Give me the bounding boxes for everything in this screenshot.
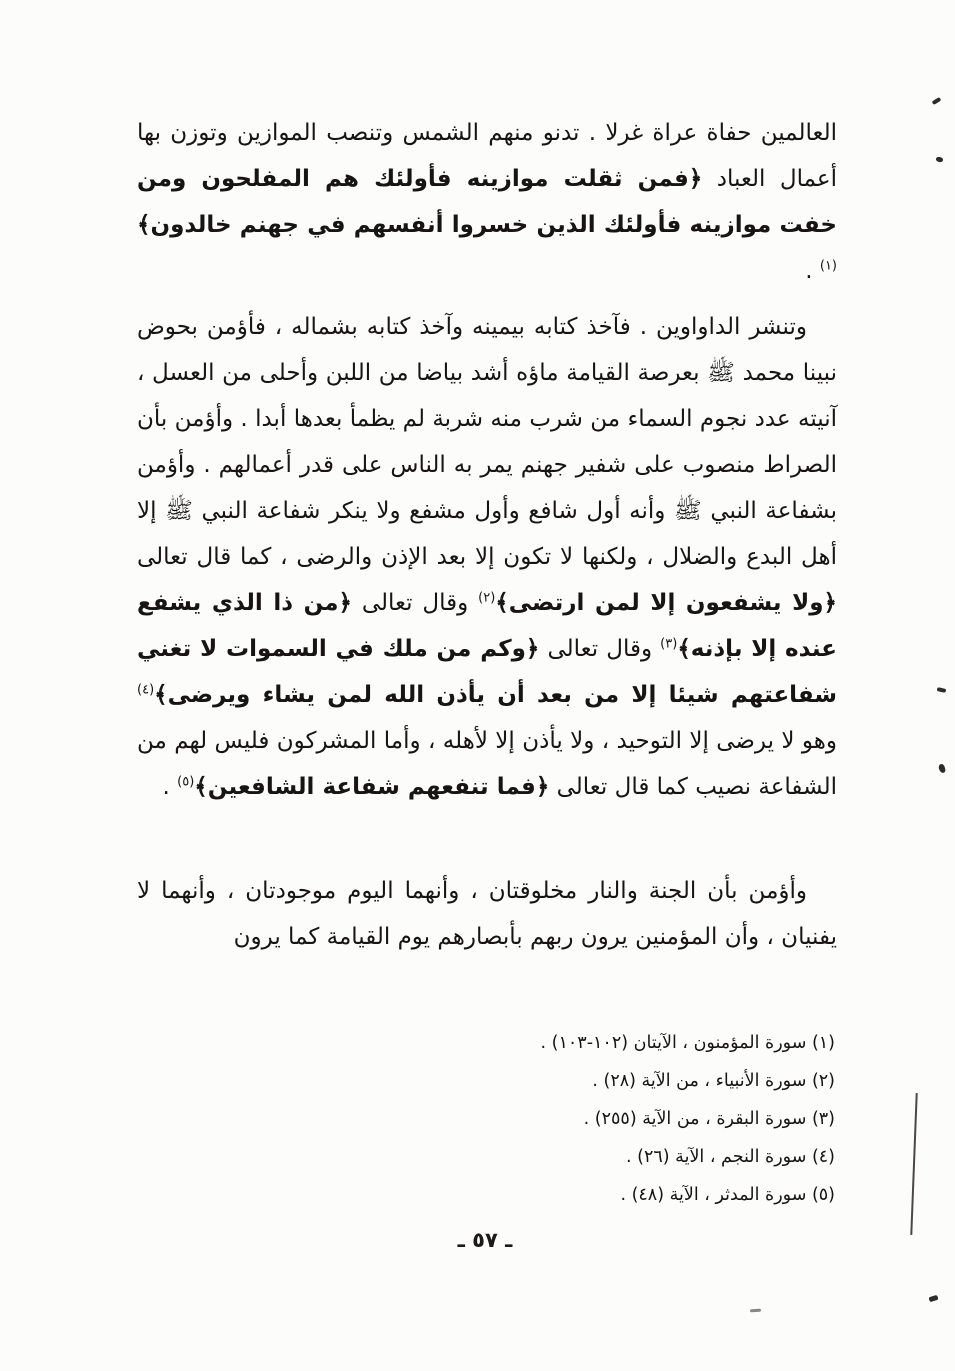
page-number: ـ ٥٧ ـ (457, 1228, 513, 1252)
scan-edge-line (910, 1093, 917, 1235)
text-run: وتنشر الداواوين . فآخذ كتابه بيمينه وآخذ كتابه بشماله ، فأؤمن بحوض نبينا محمد ﷺ بعرصة القيامة ماؤه أشد بياضا من اللبن وأحلى من العسل ، آنيته عدد نجوم السماء من شرب منه شربة لم يظمأ بعدها أبدا . وأؤمن بأن الصراط منصوب على شفير جهنم يمر به الناس على قدر أعمالهم . وأؤمن بشفاعة النبي ﷺ وأنه أول شافع وأول مشفع ولا ينكر شفاعة النبي ﷺ إلا أهل البدع والضلال ، ولكنها لا تكون إلا بعد الإذن والرضى ، كما قال تعالى (137, 314, 837, 570)
quran-quote: ﴿فما تنفعهم شفاعة الشافعين﴾ (194, 774, 550, 800)
footnote-item (135, 1176, 835, 1214)
quran-quote: ﴿وكم من ملك في السموات لا تغني شفاعتهم شيئا إلا من بعد أن يأذن الله لمن يشاء ويرضى﴾ (137, 636, 837, 708)
footnote-marker: (٤) (806, 1147, 835, 1167)
scan-speck-3 (937, 687, 947, 693)
scan-speck-6 (750, 1309, 761, 1313)
text-run: وقال تعالى (539, 636, 661, 662)
scan-speck-5 (928, 1295, 938, 1303)
text-run: العالمين حفاة عراة غرلا . تدنو منهم الشمس وتنصب الموازين وتوزن بها أعمال العباد (137, 120, 838, 192)
footnote-ref: (٢) (478, 590, 496, 606)
footnote-text: سورة المدثر ، الآية (٤٨) . (620, 1185, 807, 1205)
scan-speck-1 (932, 97, 942, 105)
footnote-marker: (١) (806, 1033, 835, 1053)
text-run: وقال تعالى (352, 590, 479, 616)
main-text-column (137, 110, 837, 970)
footnote-ref: (١) (819, 258, 837, 274)
footnote-item (135, 1024, 835, 1062)
footnote-item (135, 1062, 835, 1100)
footnote-marker: (٥) (806, 1185, 835, 1205)
quran-quote: ﴿فمن ثقلت موازينه فأولئك هم المفلحون ومن خفت موازينه فأولئك الذين خسروا أنفسهم في جهنم خالدون﴾ (137, 166, 837, 238)
footnote-ref: (٥) (177, 774, 195, 790)
footnote-text: سورة النجم ، الآية (٢٦) . (626, 1147, 807, 1167)
scan-speck-2 (935, 156, 943, 163)
footnote-ref: (٣) (660, 636, 678, 652)
text-run: . (162, 774, 178, 800)
text-run: وهو لا يرضى إلا التوحيد ، ولا يأذن إلا لأهله ، وأما المشركون فليس لهم من الشفاعة نصيب كما قال تعالى (137, 728, 837, 800)
footnote-text: سورة المؤمنون ، الآيتان (١٠٢-١٠٣) . (540, 1033, 807, 1053)
paragraph-2 (137, 304, 837, 810)
quran-quote: ﴿ولا يشفعون إلا لمن ارتضى﴾ (495, 590, 837, 616)
footnote-item (135, 1100, 835, 1138)
body-paragraphs (137, 110, 837, 960)
footnote-marker: (٣) (806, 1109, 835, 1129)
footnote-ref: (٤) (137, 682, 155, 698)
scan-speck-4 (938, 763, 946, 773)
footnote-text: سورة البقرة ، من الآية (٢٥٥) . (583, 1109, 807, 1129)
paragraph-3 (137, 868, 837, 960)
quran-quote: ﴿من ذا الذي يشفع عنده إلا بإذنه﴾ (137, 590, 837, 662)
footnote-text: سورة الأنبياء ، من الآية (٢٨) . (592, 1071, 807, 1091)
footnote-marker: (٢) (806, 1071, 835, 1091)
text-run: وأؤمن بأن الجنة والنار مخلوقتان ، وأنهما اليوم موجودتان ، وأنهما لا يفنيان ، وأن المؤمنين يرون ربهم بأبصارهم يوم القيامة كما يرون (137, 878, 837, 950)
paragraph-1 (137, 110, 837, 294)
text-run: . (805, 258, 820, 284)
footnotes-section (135, 1024, 835, 1214)
footnote-item (135, 1138, 835, 1176)
